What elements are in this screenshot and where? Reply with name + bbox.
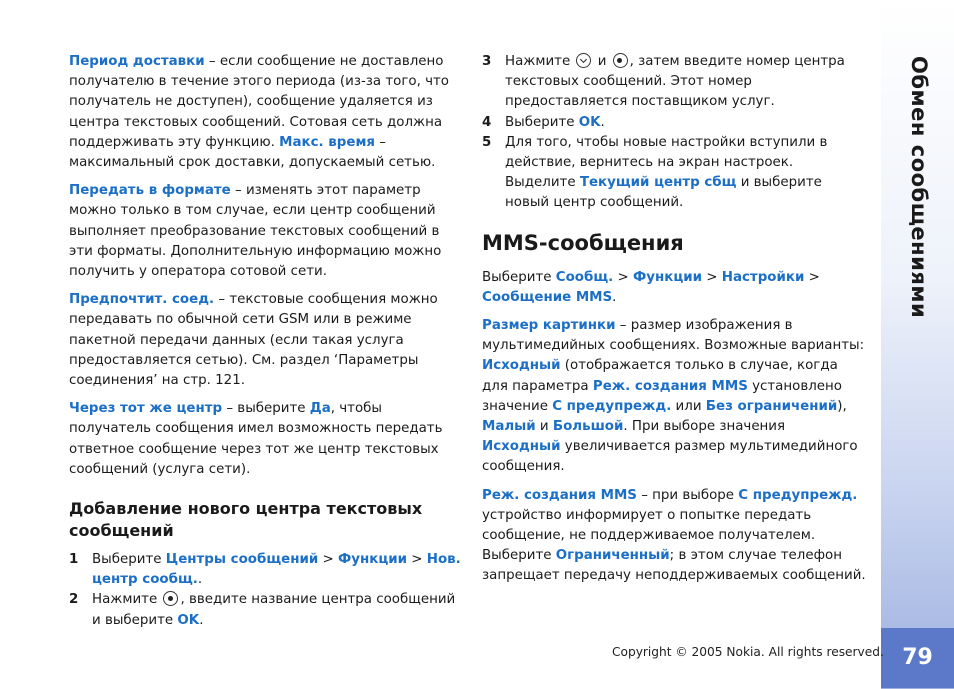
- paragraph-image-size: Размер картинки – размер изображения в мультимедийных сообщениях. Возможные варианты: Исходный (отображается только в случае, когда для параметра Реж. создания MMS установлено значение С предупрежд. или Без ограничений), Малый и Большой. При выборе значения Исходный увеличивается размер мультимедийного сообщения.: [482, 318, 865, 475]
- step-1: 1 Выберите Центры сообщений > Функции > Нов. центр сообщ..: [69, 550, 461, 590]
- term: Передать в формате: [69, 183, 231, 199]
- paragraph-mms-path: Выберите Сообщ. > Функции > Настройки > Сообщение MMS.: [482, 269, 820, 305]
- keyword: Макс. время: [279, 134, 375, 150]
- term: Через тот же центр: [69, 401, 223, 417]
- copyright-notice: Copyright © 2005 Nokia. All rights reserved.: [612, 645, 884, 659]
- scroll-key-icon: [576, 53, 591, 68]
- paragraph-preferred-connection: Предпочтит. соед. – текстовые сообщения можно передавать по обычной сети GSM или в режиме пакетной передачи данных (если такая услуга предоставляется сетью). См. раздел ‘Параметры соединения’ на стр. 121.: [69, 292, 438, 389]
- chapter-title: Обмен сообщениями: [907, 56, 931, 319]
- step-number: 1: [69, 552, 79, 568]
- term: Предпочтит. соед.: [69, 292, 215, 308]
- step-5: 5 Для того, чтобы новые настройки вступили в действие, вернитесь на экран настроек. Выделите Текущий центр сбщ и выберите новый центр сообщений.: [482, 133, 866, 214]
- right-column: [482, 52, 866, 595]
- page-number: 79: [881, 628, 954, 688]
- term: Размер картинки: [482, 318, 616, 334]
- subheading: Добавление нового центра текстовых сообщений: [69, 499, 423, 541]
- left-column: [69, 52, 461, 631]
- select-key-icon: [613, 53, 628, 68]
- paragraph-send-format: Передать в формате – изменять этот параметр можно только в том случае, если центр сообщений выполняет преобразование текстовых сообщений в эти форматы. Дополнительную информацию можно получить у оператора сотовой сети.: [69, 183, 442, 280]
- step-4: 4 Выберите OK.: [482, 113, 866, 133]
- term: Период доставки: [69, 54, 205, 69]
- step-number: 3: [482, 54, 492, 69]
- paragraph-delivery-period: Период доставки – если сообщение не доставлено получателю в течение этого периода (из-за того, что получатель не доступен), сообщение удаляется из центра текстовых сообщений. Сотовая сеть должна поддерживать эту функцию. Макс. время – максимальный срок доставки, допускаемый сетью.: [69, 54, 449, 171]
- term: Реж. создания MMS: [482, 487, 637, 503]
- step-number: 5: [482, 134, 492, 150]
- step-2: 2 Нажмите , введите название центра сообщений и выберите OK.: [69, 590, 461, 630]
- paragraph-same-center: Через тот же центр – выберите Да, чтобы получатель сообщения имел возможность передать ответное сообщение через тот же центр текстовых сообщений (услуга сети).: [69, 401, 443, 477]
- step-3: 3 Нажмите и , затем введите номер центра текстовых сообщений. Этот номер предоставляется поставщиком услуг.: [482, 52, 866, 113]
- step-number: 4: [482, 114, 492, 130]
- keyword: Да: [309, 401, 331, 417]
- select-key-icon: [163, 591, 178, 606]
- paragraph-mms-creation-mode: Реж. создания MMS – при выборе С предупрежд. устройство информирует о попытке передать сообщение, не поддерживаемое получателем. Выберите Ограниченный; в этом случае телефон запрещает передачу неподдерживаемых сообщений.: [482, 487, 866, 584]
- step-number: 2: [69, 592, 79, 608]
- section-heading: MMS-сообщения: [482, 230, 684, 255]
